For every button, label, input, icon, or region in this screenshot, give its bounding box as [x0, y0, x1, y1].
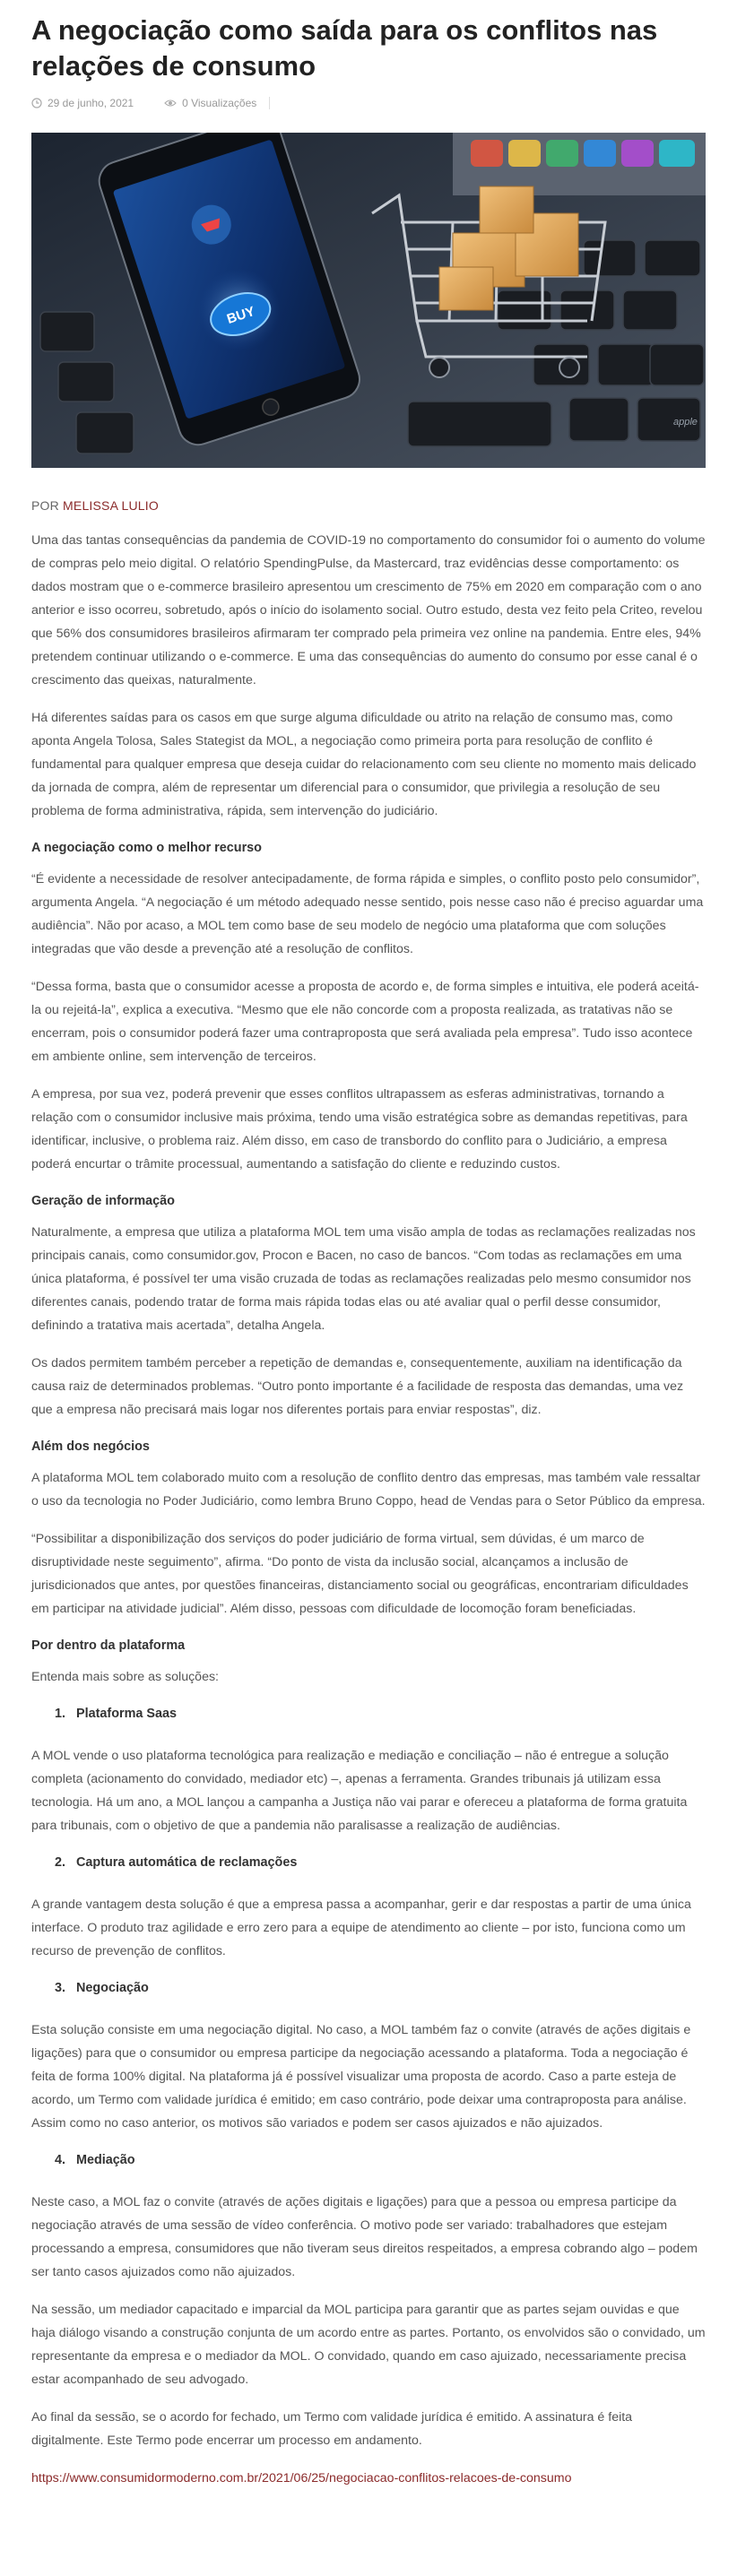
paragraph: Os dados permitem também perceber a repetição de demandas e, consequentemente, auxiliam na identificação da causa raiz de determinados problemas. “Outro ponto importante é a facilidade de resposta das demandas, uma vez que a empresa não precisará mais logar nos diferentes portais para enviar respostas”, diz.: [31, 1356, 684, 1417]
article-body: [31, 529, 706, 2490]
paragraph: Esta solução consiste em uma negociação digital. No caso, a MOL também faz o convite (através de ações digitais e ligações) para que o consumidor ou empresa participe da negociação acessando a plataforma. Toda a negociação é feita de forma 100% digital. Na plataforma já é possível visualizar uma proposta de acordo. Caso a parte esteja de acordo, um Termo com validade jurídica é emitido; em caso contrário, pode deixar uma contraproposta para análise. Assim como no caso anterior, os motivos são variados e podem ser casos ajuizados e não ajuizados.: [31, 2023, 691, 2131]
solutions-list: [31, 2149, 706, 2171]
solutions-list: [31, 1977, 706, 1999]
post-meta: [31, 97, 282, 109]
author-link[interactable]: MELISSA LULIO: [63, 498, 159, 513]
solutions-list: [31, 1703, 706, 1725]
source-link[interactable]: https://www.consumidormoderno.com.br/2021/06/25/negociacao-conflitos-relacoes-de-consumo: [31, 2471, 572, 2485]
section-heading: Por dentro da plataforma: [31, 1638, 186, 1653]
section-heading: Geração de informação: [31, 1194, 175, 1208]
phone-buy-label: BUY: [224, 303, 257, 327]
paragraph: Na sessão, um mediador capacitado e imparcial da MOL participa para garantir que as partes sejam ouvidas e que haja diálogo visando a construção conjunta de um acordo entre as partes. Portanto, os envolvidos são o convidado, um representante da empresa e o mediador da MOL. O convidado, quando em caso ajuizado, necessariamente precisa estar acompanhado de seu advogado.: [31, 2303, 706, 2387]
paragraph: A grande vantagem desta solução é que a empresa passa a acompanhar, gerir e dar respostas a partir de uma única interface. O produto traz agilidade e erro zero para a equipe de atendimento ao cliente – por isto, funciona como um recurso de prevenção de conflitos.: [31, 1897, 691, 1958]
title-block: [31, 13, 706, 84]
post-date: 29 de junho, 2021: [48, 97, 134, 109]
meta-divider: [269, 97, 270, 109]
keyboard-label: apple: [673, 417, 698, 428]
list-item: 4. Mediação: [69, 2149, 706, 2171]
byline: [31, 498, 159, 513]
list-item: 1. Plataforma Saas: [69, 1703, 706, 1725]
paragraph: “Dessa forma, basta que o consumidor acesse a proposta de acordo e, de forma simples e intuitiva, ele poderá aceitá-la ou rejeitá-la”, explica a executiva. “Mesmo que ele não concorde com a proposta realizada, as tratativas não se encerram, pois o consumidor poderá fazer uma contraproposta que será avaliada pela empresa”. Tudo isso acontece em ambiente online, sem intervenção de terceiros.: [31, 980, 699, 1064]
section-heading: Além dos negócios: [31, 1439, 150, 1454]
paragraph: Ao final da sessão, se o acordo for fechado, um Termo com validade jurídica é emitido. A assinatura é feita digitalmente. Este Termo pode encerrar um processo em andamento.: [31, 2410, 633, 2448]
hero-illustration: [31, 133, 706, 468]
list-item: 3. Negociação: [69, 1977, 706, 1999]
paragraph: Naturalmente, a empresa que utiliza a plataforma MOL tem uma visão ampla de todas as reclamações realizadas nos principais canais, como consumidor.gov, Procon e Bacen, no caso de bancos. “Com todas as reclamações em uma única plataforma, é possível ter uma visão cruzada de todas as reclamações realizadas pelo mesmo consumidor nos diferentes canais, podendo tratar de forma mais rápida todas elas ou até avaliar qual o perfil desse consumidor, definindo a tratativa mais acertada”, detalha Angela.: [31, 1225, 696, 1333]
paragraph: A plataforma MOL tem colaborado muito com a resolução de conflito dentro das empresas, mas também vale ressaltar o uso da tecnologia no Poder Judiciário, como lembra Bruno Coppo, head de Vendas para o Setor Público da empresa.: [31, 1471, 706, 1508]
paragraph: Há diferentes saídas para os casos em que surge alguma dificuldade ou atrito na relação de consumo mas, como aponta Angela Tolosa, Sales Stategist da MOL, a negociação como primeira porta para resolução de conflito é fundamental para qualquer empresa que deseja cuidar do relacionamento com seu cliente no momento mais delicado da jornada de compra, além de representar um diferencial para o consumidor, que privilegia a resolução de seu problema de forma administrativa, rápida, sem intervenção do judiciário.: [31, 711, 697, 818]
page-title: A negociação como saída para os conflitos nas relações de consumo: [31, 14, 658, 82]
paragraph: Entenda mais sobre as soluções:: [31, 1670, 219, 1684]
paragraph: A MOL vende o uso plataforma tecnológica para realização e mediação e conciliação – não é entregue a solução completa (acionamento do convidado, mediador etc) –, apenas a ferramenta. Grandes tribunais já utilizam essa tecnologia. Há um ano, a MOL lançou a campanha a Justiça não vai parar e ofereceu a plataforma de forma gratuita para tribunais, com o objetivo de que a pandemia não paralisasse a realização de audiências.: [31, 1749, 688, 1833]
eye-icon: [164, 98, 177, 108]
hero-image: [31, 133, 706, 468]
solutions-list: [31, 1852, 706, 1873]
paragraph: A empresa, por sua vez, poderá prevenir que esses conflitos ultrapassem as esferas administrativas, tornando a relação com o consumidor inclusive mais próxima, tendo uma visão estratégica sobre as demandas repetitivas, para identificar, inclusive, o problema raiz. Além disso, em caso de transbordo do conflito para o Judiciário, a empresa poderá encurtar o trâmite processual, aumentando a satisfação do cliente e reduzindo custos.: [31, 1087, 688, 1171]
paragraph: Uma das tantas consequências da pandemia de COVID-19 no comportamento do consumidor foi o aumento do volume de compras pelo meio digital. O relatório SpendingPulse, da Mastercard, traz evidências desse comportamento: os dados mostram que o e-commerce brasileiro apresentou um crescimento de 75% em 2020 em comparação com o ano anterior e isso ocorreu, sobretudo, após o início do isolamento social. Outro estudo, desta vez feito pela Criteo, revelou que 56% dos consumidores brasileiros afirmaram ter comprado pela primeira vez online na pandemia. Entre eles, 94% pretendem continuar utilizando o e-commerce. E uma das consequências do aumento do consumo por esse canal é o crescimento das queixas, naturalmente.: [31, 533, 706, 687]
section-heading: A negociação como o melhor recurso: [31, 841, 262, 855]
clock-icon: [31, 98, 42, 108]
paragraph: “Possibilitar a disponibilização dos serviços do poder judiciário de forma virtual, sem dúvidas, é um marco de disruptividade neste seguimento”, afirma. “Do ponto de vista da inclusão social, alcançamos a inclusão de jurisdicionados que antes, por questões financeiras, distanciamento social ou geográficas, encontrariam dificuldades em participar na atividade judicial”. Além disso, pessoas com dificuldade de locomoção foram beneficiadas.: [31, 1532, 689, 1616]
paragraph: Neste caso, a MOL faz o convite (através de ações digitais e ligações) para que a pessoa ou empresa participe da negociação através de uma sessão de vídeo conferência. O motivo pode ser variado: trabalhadores que estejam processando a empresa, consumidores que não tiveram seus direitos respeitados, a empresa cobrando algo – podem ser tanto casos ajuizados como não ajuizados.: [31, 2195, 698, 2279]
paragraph: “É evidente a necessidade de resolver antecipadamente, de forma rápida e simples, o conflito posto pelo consumidor”, argumenta Angela. “A negociação é um método adequado nesse sentido, pois nesse caso não é preciso aguardar uma audiência”. Não por acaso, a MOL tem como base de seu modelo de negócio uma plataforma que com soluções integradas que vão desde a prevenção até a resolução de conflitos.: [31, 872, 704, 956]
list-item: 2. Captura automática de reclamações: [69, 1852, 706, 1873]
byline-prefix: POR: [31, 498, 59, 513]
view-count: 0 Visualizações: [182, 97, 257, 109]
